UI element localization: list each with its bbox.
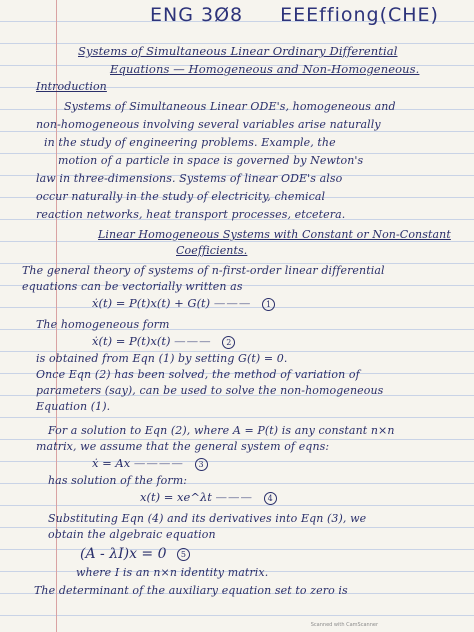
equation-1-text: ẋ(t) = P(t)x(t) + G(t) bbox=[92, 296, 211, 310]
equation-2-text: ẋ(t) = P(t)x(t) bbox=[92, 334, 171, 348]
homogeneous-label: The homogeneous form bbox=[36, 318, 170, 331]
intro-line: non-homogeneous involving several variables arise naturally bbox=[36, 118, 381, 131]
body-line: Equation (1). bbox=[36, 400, 111, 413]
equation-1: ẋ(t) = P(t)x(t) + G(t) ——— 1 bbox=[92, 296, 275, 311]
intro-line: occur naturally in the study of electricity, chemical bbox=[36, 190, 326, 203]
body-line: For a solution to Eqn (2), where A = P(t) is any constant n×n bbox=[48, 424, 395, 437]
body-line: obtain the algebraic equation bbox=[48, 528, 216, 541]
author-name: EEEffiong(CHE) bbox=[280, 4, 439, 26]
page-header bbox=[150, 4, 464, 26]
course-code: ENG 3Ø8 bbox=[150, 4, 244, 26]
equation-3-marker: 3 bbox=[195, 458, 208, 471]
equation-3: ẋ = Ax ———— 3 bbox=[92, 456, 208, 471]
body-line: Once Eqn (2) has been solved, the method of variation of bbox=[36, 368, 360, 381]
title-line-2: Equations — Homogeneous and Non-Homogeneous. bbox=[110, 62, 420, 76]
intro-line: in the study of engineering problems. Example, the bbox=[44, 136, 336, 149]
equation-4: x(t) = xe^λt ——— 4 bbox=[140, 490, 277, 505]
equation-4-marker: 4 bbox=[264, 492, 277, 505]
title-line-1: Systems of Simultaneous Linear Ordinary Differential bbox=[78, 44, 398, 58]
body-line: equations can be vectorially written as bbox=[22, 280, 243, 293]
intro-line: motion of a particle in space is governed by Newton's bbox=[58, 154, 364, 167]
section-heading-line-1: Linear Homogeneous Systems with Constant or Non-Constant bbox=[98, 228, 451, 241]
body-line: where I is an n×n identity matrix. bbox=[76, 566, 269, 579]
scanner-watermark: Scanned with CamScanner bbox=[310, 622, 378, 628]
body-line: parameters (say), can be used to solve the non-homogeneous bbox=[36, 384, 384, 397]
equation-2-marker: 2 bbox=[222, 336, 235, 349]
intro-line: reaction networks, heat transport processes, etcetera. bbox=[36, 208, 346, 221]
equation-1-marker: 1 bbox=[262, 298, 275, 311]
equation-3-text: ẋ = Ax bbox=[92, 456, 131, 470]
body-line: is obtained from Eqn (1) by setting G(t) = 0. bbox=[36, 352, 288, 365]
equation-5-text: (A - λI)x = 0 bbox=[80, 546, 167, 562]
body-line: matrix, we assume that the general system of eqns: bbox=[36, 440, 330, 453]
body-line: Substituting Eqn (4) and its derivatives into Eqn (3), we bbox=[48, 512, 367, 525]
equation-4-text: x(t) = xe^λt bbox=[140, 490, 212, 504]
equation-2: ẋ(t) = P(t)x(t) ——— 2 bbox=[92, 334, 235, 349]
intro-line: Systems of Simultaneous Linear ODE's, homogeneous and bbox=[64, 100, 396, 113]
body-line: The general theory of systems of n-first-order linear differential bbox=[22, 264, 385, 277]
body-line: has solution of the form: bbox=[48, 474, 188, 487]
intro-line: law in three-dimensions. Systems of linear ODE's also bbox=[36, 172, 343, 185]
body-line: The determinant of the auxiliary equation set to zero is bbox=[34, 584, 348, 597]
equation-5 bbox=[80, 546, 190, 562]
equation-5-marker: 5 bbox=[177, 548, 190, 561]
intro-heading: Introduction bbox=[36, 80, 107, 93]
section-heading-line-2: Coefficients. bbox=[176, 244, 248, 257]
